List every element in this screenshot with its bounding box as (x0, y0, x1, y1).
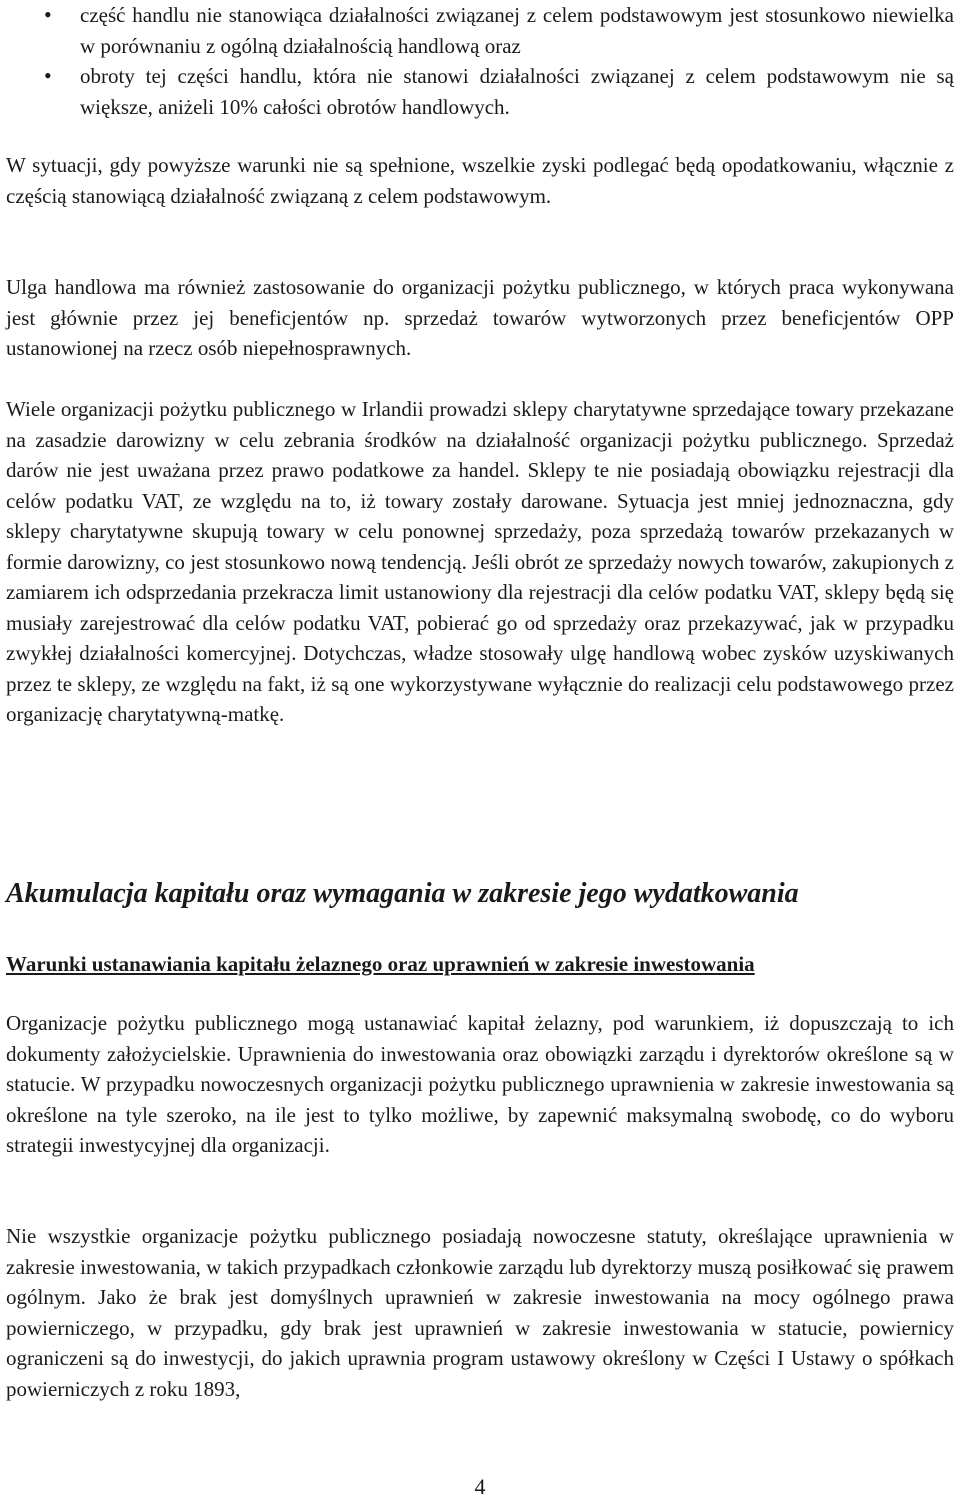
condition-list (0, 0, 960, 122)
paragraph-conditions-unmet: W sytuacji, gdy powyższe warunki nie są spełnione, wszelkie zyski podlegać będą opodatkowaniu, włącznie z częścią stanowiącą działalność związaną z celem podstawowym. (6, 153, 954, 208)
bullet-icon: • (44, 63, 52, 88)
bullet-text: obroty tej części handlu, która nie stanowi działalności związanej z celem podstawowym nie są większe, aniżeli 10% całości obrotów handlowych. (80, 64, 954, 119)
page-number: 4 (474, 1474, 486, 1499)
paragraph-trade-relief: Ulga handlowa ma również zastosowanie do organizacji pożytku publicznego, w których praca wykonywana jest głównie przez jej beneficjentów np. sprzedaż towarów wytworzonych przez beneficjentów OPP ustanowionej na rzecz osób niepełnosprawnych. (6, 275, 954, 360)
bullet-text: część handlu nie stanowiąca działalności związanej z celem podstawowym jest stosunkowo niewielka w porównaniu z ogólną działalnością handlową oraz (80, 3, 954, 58)
paragraph-investment-powers: Nie wszystkie organizacje pożytku publicznego posiadają nowoczesne statuty, określające uprawnienia w zakresie inwestowania, w takich przypadkach członkowie zarządu lub dyrektorzy muszą posiłkować się prawem ogólnym. Jako że brak jest domyślnych uprawnień w zakresie inwestowania na mocy ogólnego prawa powierniczego, w przypadku, gdy brak jest uprawnień w zakresie inwestowania w statucie, powiernicy ograniczeni są do inwestycji, do jakich uprawnia program ustawowy określony w Części I Ustawy o spółkach powierniczych z roku 1893, (6, 1224, 954, 1401)
paragraph-endowment: Organizacje pożytku publicznego mogą ustanawiać kapitał żelazny, pod warunkiem, iż dopuszczają to ich dokumenty założycielskie. Uprawnienia do inwestowania oraz obowiązki zarządu i dyrektorów określone są w statucie. W przypadku nowoczesnych organizacji pożytku publicznego uprawnienia w zakresie inwestowania są określone na tyle szeroko, na ile jest to tylko możliwe, by zapewnić maksymalną swobodę, co do wyboru strategii inwestycyjnej dla organizacji. (6, 1011, 954, 1157)
list-item (0, 61, 960, 122)
section-subheading: Warunki ustanawiania kapitału żelaznego oraz uprawnień w zakresie inwestowania (6, 952, 755, 976)
paragraph-charity-shops: Wiele organizacji pożytku publicznego w Irlandii prowadzi sklepy charytatywne sprzedające towary przekazane na zasadzie darowizny w celu zebrania środków na działalność organizacji pożytku publicznego. Sprzedaż darów nie jest uważana przez prawo podatkowe za handel. Sklepy te nie posiadają obowiązku rejestracji dla celów podatku VAT, ze względu na to, iż towary zostały darowane. Sytuacja jest mniej jednoznaczna, gdy sklepy charytatywne skupują towary w celu ponownej sprzedaży, poza sprzedażą towarów przekazanych w formie darowizny, co jest stosunkowo nową tendencją. Jeśli obrót ze sprzedaży nowych towarów, zakupionych z zamiarem ich odsprzedania przekracza limit ustanowiony dla rejestracji dla celów podatku VAT, sklepy będą się musiały zarejestrować dla celów podatku VAT, pobierać go od sprzedaży oraz przekazywać, jak w przypadku zwykłej działalności komercyjnej. Dotychczas, władze stosowały ulgę handlową wobec zysków uzyskiwanych przez te sklepy, ze względu na fakt, iż są one wykorzystywane wyłącznie do realizacji celu podstawowego przez organizację charytatywną-matkę. (6, 397, 954, 726)
list-item (0, 0, 960, 61)
section-heading: Akumulacja kapitału oraz wymagania w zakresie jego wydatkowania (6, 878, 799, 909)
bullet-icon: • (44, 2, 52, 27)
